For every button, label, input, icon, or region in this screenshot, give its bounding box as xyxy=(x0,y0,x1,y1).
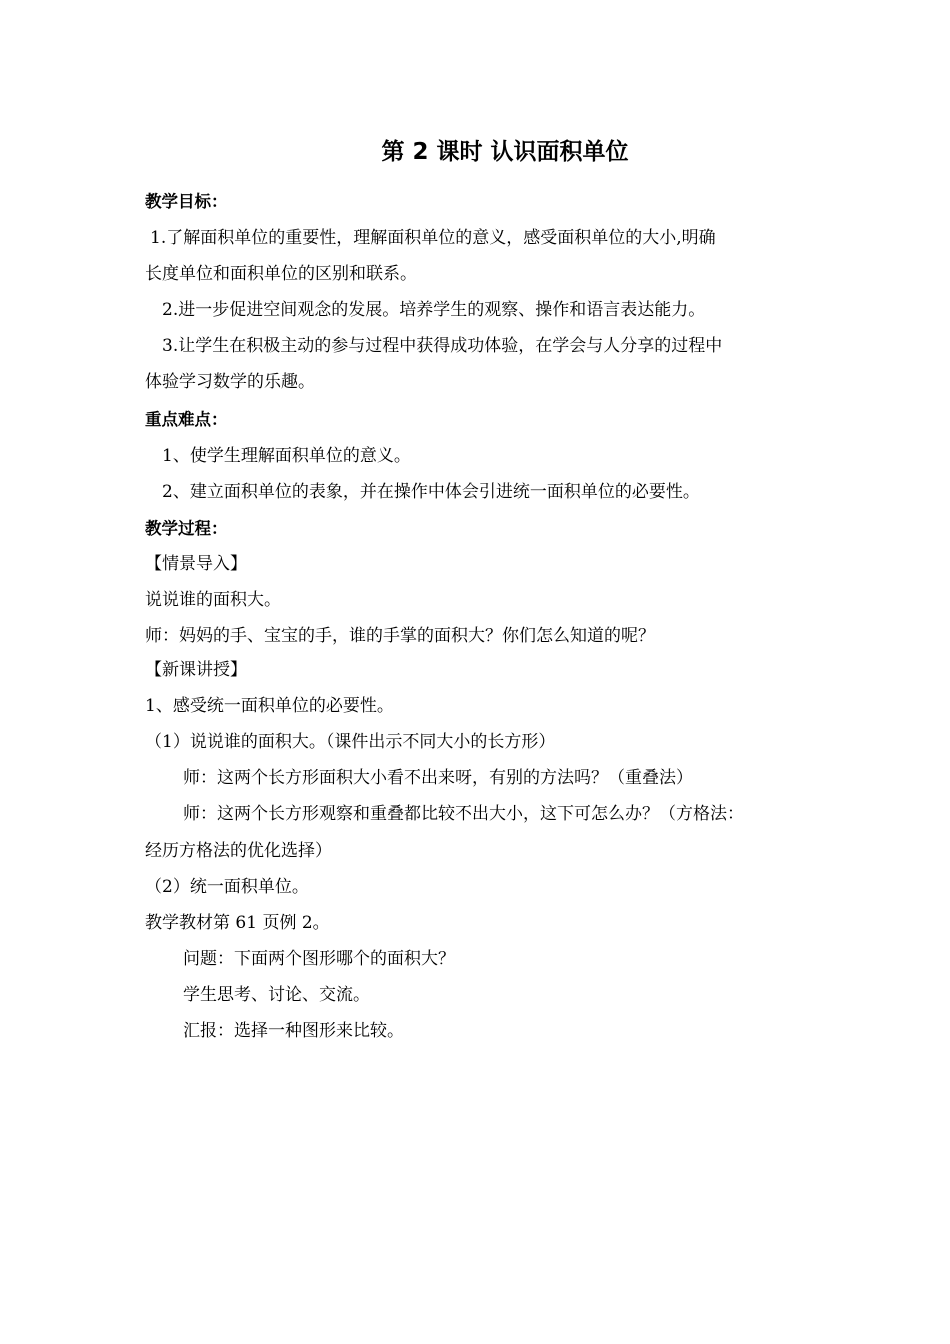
process-line: （1）说说谁的面积大。（课件出示不同大小的长方形） xyxy=(145,732,556,752)
process-line: 师：这两个长方形观察和重叠都比较不出大小，这下可怎么办？（方格法： xyxy=(183,804,744,824)
process-line: （2）统一面积单位。 xyxy=(145,877,309,897)
process-heading: 教学过程： xyxy=(145,519,228,538)
key-point-line: 1、使学生理解面积单位的意义。 xyxy=(162,446,411,466)
process-line: 问题：下面两个图形哪个的面积大？ xyxy=(183,949,455,969)
process-line: 教学教材第 61 页例 2。 xyxy=(145,913,330,933)
process-line: 汇报：选择一种图形来比较。 xyxy=(183,1021,404,1041)
objective-line: 3.让学生在积极主动的参与过程中获得成功体验，在学会与人分享的过程中 xyxy=(162,336,723,356)
lesson-title: 第 2 课时 认识面积单位 xyxy=(381,139,629,165)
objective-line: 1.了解面积单位的重要性，理解面积单位的意义，感受面积单位的大小,明确 xyxy=(150,228,716,248)
objectives-heading: 教学目标： xyxy=(145,192,228,211)
process-line: 经历方格法的优化选择） xyxy=(145,841,332,861)
process-line: 【情景导入】 xyxy=(145,554,247,574)
process-line: 学生思考、讨论、交流。 xyxy=(183,985,370,1005)
process-line: 说说谁的面积大。 xyxy=(145,590,281,610)
process-line: 师：妈妈的手、宝宝的手，谁的手掌的面积大？你们怎么知道的呢？ xyxy=(145,626,655,646)
objective-line: 长度单位和面积单位的区别和联系。 xyxy=(145,264,417,284)
process-line: 1、感受统一面积单位的必要性。 xyxy=(145,696,394,716)
process-line: 师：这两个长方形面积大小看不出来呀，有别的方法吗？（重叠法） xyxy=(183,768,693,788)
process-line: 【新课讲授】 xyxy=(145,660,247,680)
objective-line: 2.进一步促进空间观念的发展。培养学生的观察、操作和语言表达能力。 xyxy=(162,300,706,320)
objective-line: 体验学习数学的乐趣。 xyxy=(145,372,315,392)
key-points-heading: 重点难点： xyxy=(145,410,228,429)
key-point-line: 2、建立面积单位的表象，并在操作中体会引进统一面积单位的必要性。 xyxy=(162,482,700,502)
